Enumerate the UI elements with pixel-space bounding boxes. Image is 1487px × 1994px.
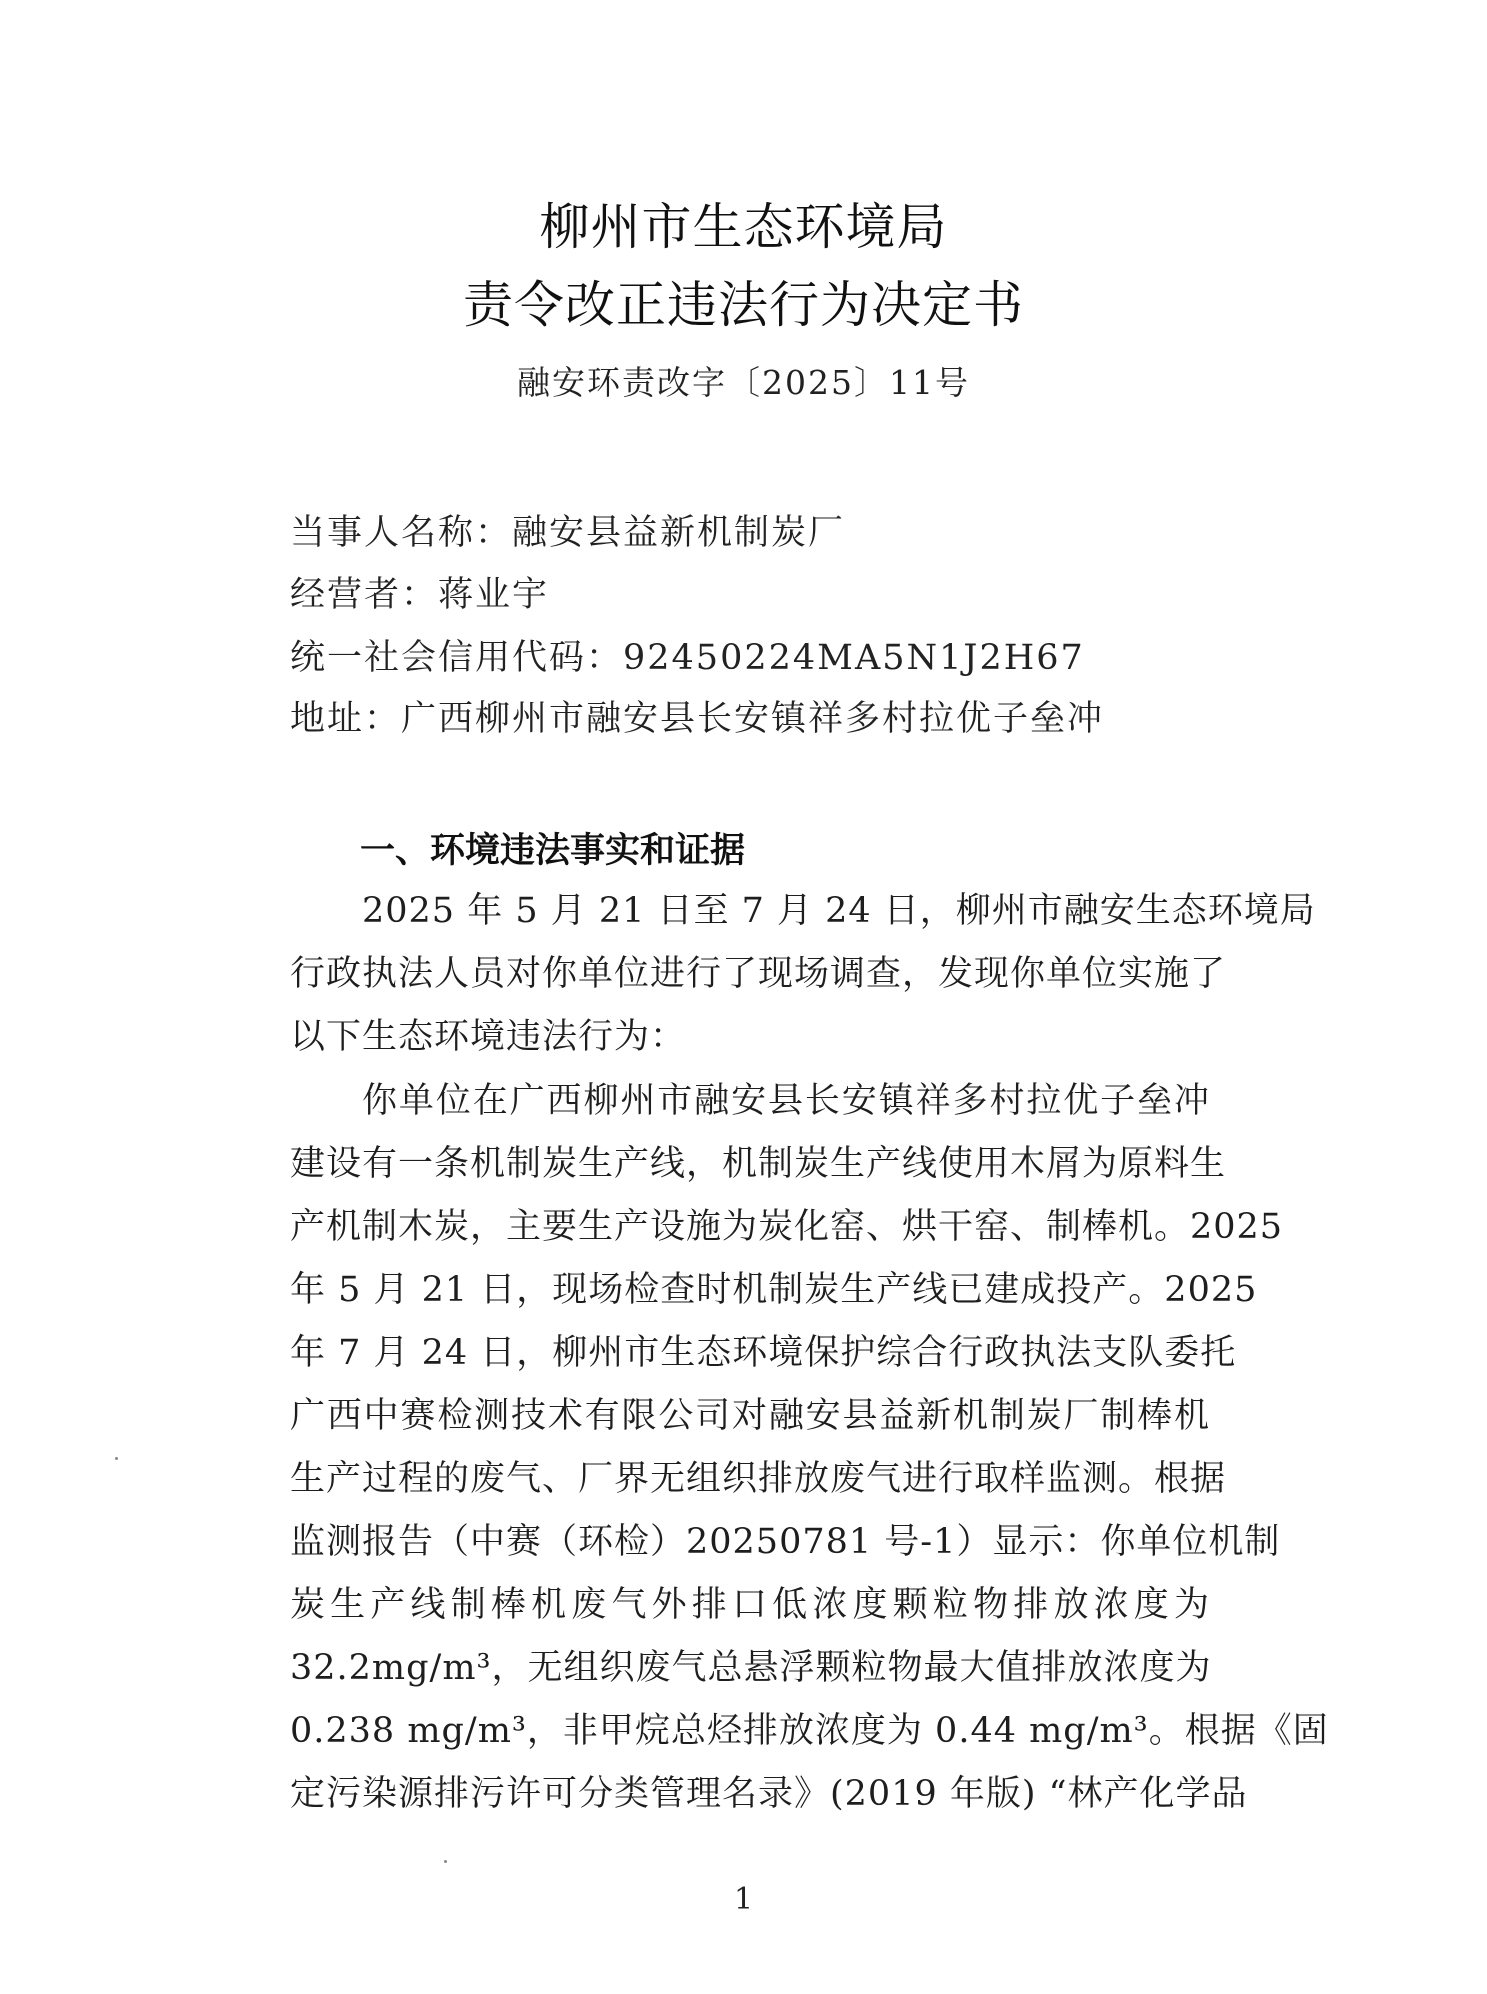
paragraph-line: 监测报告（中赛（环检）20250781 号-1）显示：你单位机制 (290, 1522, 1281, 1562)
document-title-agency: 柳州市生态环境局 (539, 198, 948, 256)
paragraph-line: 建设有一条机制炭生产线，机制炭生产线使用木屑为原料生 (290, 1144, 1227, 1184)
paragraph-line: 年 5 月 21 日，现场检查时机制炭生产线已建成投产。2025 (290, 1270, 1258, 1310)
paragraph-investigation (290, 880, 1316, 1069)
party-address: 地址：广西柳州市融安县长安镇祥多村拉优子垒冲 (290, 699, 1105, 739)
paragraph-line: 炭生产线制棒机废气外排口低浓度颗粒物排放浓度为 (290, 1585, 1210, 1625)
paragraph-line: 32.2mg/m³，无组织废气总悬浮颗粒物最大值排放浓度为 (290, 1648, 1212, 1688)
paragraph-line: 你单位在广西柳州市融安县长安镇祥多村拉优子垒冲 (362, 1081, 1210, 1121)
paragraph-line: 以下生态环境违法行为： (290, 1017, 687, 1057)
party-name: 当事人名称：融安县益新机制炭厂 (290, 513, 846, 553)
section-heading-facts: 一、环境违法事实和证据 (360, 831, 746, 871)
scan-speck (115, 1457, 118, 1460)
party-operator: 经营者：蒋业宇 (290, 575, 550, 615)
paragraph-line: 年 7 月 24 日，柳州市生态环境保护综合行政执法支队委托 (290, 1333, 1237, 1373)
paragraph-violation-details (290, 1070, 1329, 1826)
paragraph-line: 定污染源排污许可分类管理名录》(2019 年版) “林产化学品 (290, 1774, 1248, 1814)
page-number: 1 (733, 1882, 754, 1917)
document-title-type: 责令改正违法行为决定书 (463, 276, 1024, 334)
paragraph-line: 产机制木炭，主要生产设施为炭化窑、烘干窑、制棒机。2025 (290, 1207, 1284, 1247)
scan-speck (444, 1860, 447, 1863)
paragraph-line: 行政执法人员对你单位进行了现场调查，发现你单位实施了 (290, 954, 1227, 994)
paragraph-line: 0.238 mg/m³，非甲烷总烃排放浓度为 0.44 mg/m³。根据《固 (290, 1711, 1329, 1751)
paragraph-line: 2025 年 5 月 21 日至 7 月 24 日，柳州市融安生态环境局 (362, 891, 1316, 931)
paragraph-line: 广西中赛检测技术有限公司对融安县益新机制炭厂制棒机 (290, 1396, 1210, 1436)
party-credit-code: 统一社会信用代码：92450224MA5N1J2H67 (290, 638, 1085, 678)
paragraph-line: 生产过程的废气、厂界无组织排放废气进行取样监测。根据 (290, 1459, 1227, 1499)
document-number: 融安环责改字〔2025〕11号 (517, 363, 970, 402)
